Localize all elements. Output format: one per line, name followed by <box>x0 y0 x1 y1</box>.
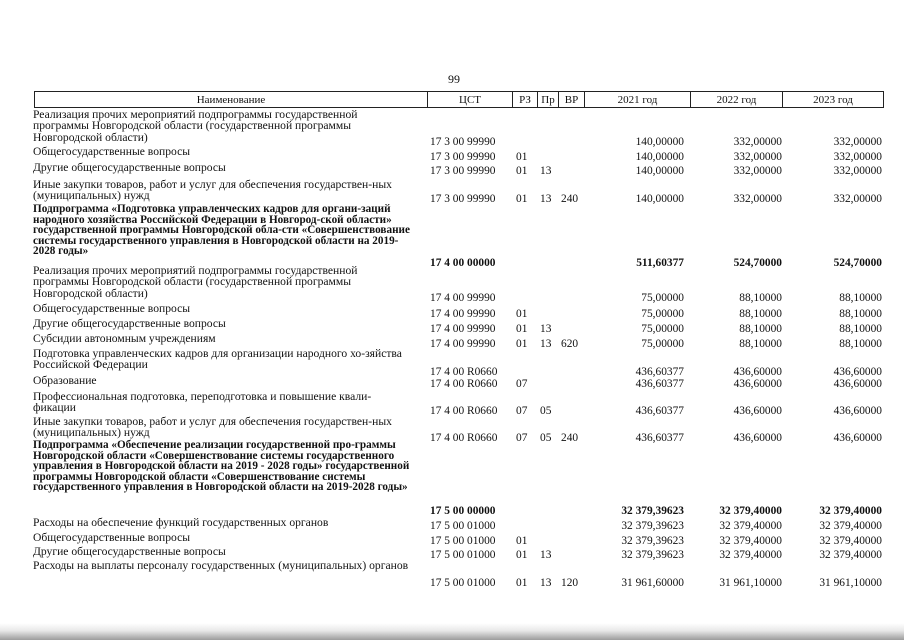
row-cst: 17 4 00 99990 <box>430 338 496 350</box>
row-rz: 07 <box>516 405 528 417</box>
row-v2022: 332,00000 <box>733 165 782 177</box>
header-2022: 2022 год <box>716 94 757 106</box>
row-rz: 01 <box>516 577 528 589</box>
row-pr: 13 <box>540 338 552 350</box>
row-v2023: 332,00000 <box>833 165 882 177</box>
row-v2022: 524,70000 <box>733 257 782 269</box>
row-name: Другие общегосударственные вопросы <box>33 317 226 330</box>
row-cst: 17 4 00 99990 <box>430 323 496 335</box>
row-v2021: 32 379,39623 <box>621 505 684 517</box>
row-v2021: 75,00000 <box>641 292 684 304</box>
row-v2022: 88,10000 <box>739 338 782 350</box>
row-pr: 05 <box>540 432 552 444</box>
row-cst: 17 3 00 99990 <box>430 193 496 205</box>
row-v2021: 75,00000 <box>641 323 684 335</box>
row-cst: 17 4 00 R0660 <box>430 405 498 417</box>
row-name: Подготовка управленческих кадров для организации народного хо-зяйства Российской Федерации <box>33 347 402 372</box>
row-v2022: 32 379,40000 <box>719 549 782 561</box>
row-cst: 17 4 00 R0660 <box>430 378 498 390</box>
row-v2023: 436,60000 <box>833 378 882 390</box>
row-v2021: 140,00000 <box>635 165 684 177</box>
page-number: 99 <box>448 72 460 86</box>
row-v2023: 32 379,40000 <box>819 549 882 561</box>
row-v2023: 332,00000 <box>833 151 882 163</box>
row-v2023: 32 379,40000 <box>819 505 882 517</box>
row-v2023: 88,10000 <box>839 338 882 350</box>
row-name: Другие общегосударственные вопросы <box>33 545 226 558</box>
row-cst: 17 5 00 01000 <box>430 520 496 532</box>
row-pr: 13 <box>540 193 552 205</box>
row-rz: 01 <box>516 308 528 320</box>
row-v2023: 436,60000 <box>833 432 882 444</box>
row-cst: 17 5 00 01000 <box>430 577 496 589</box>
row-pr: 13 <box>540 323 552 335</box>
row-cst: 17 4 00 R0660 <box>430 432 498 444</box>
table-header <box>34 91 884 108</box>
row-v2023: 32 379,40000 <box>819 535 882 547</box>
row-v2022: 88,10000 <box>739 308 782 320</box>
row-v2023: 88,10000 <box>839 308 882 320</box>
row-name: Профессиональная подготовка, переподготовка и повышение квали-фикации <box>33 390 372 415</box>
header-cst: ЦСТ <box>459 94 481 106</box>
row-v2022: 32 379,40000 <box>719 535 782 547</box>
row-cst: 17 5 00 01000 <box>430 535 496 547</box>
row-v2022: 32 379,40000 <box>719 505 782 517</box>
row-v2022: 436,60000 <box>733 405 782 417</box>
row-vr: 240 <box>561 432 579 444</box>
row-vr: 620 <box>561 338 579 350</box>
row-vr: 120 <box>561 577 579 589</box>
row-name: Другие общегосударственные вопросы <box>33 161 226 174</box>
row-rz: 01 <box>516 535 528 547</box>
row-v2021: 32 379,39623 <box>621 520 684 532</box>
row-name: Реализация прочих мероприятий подпрограммы государственной программы Новгородской области (государственной программы Новгородской области) <box>33 108 358 144</box>
row-v2021: 511,60377 <box>636 257 684 269</box>
row-cst: 17 4 00 99990 <box>430 292 496 304</box>
row-v2021: 32 379,39623 <box>621 535 684 547</box>
row-v2022: 88,10000 <box>739 292 782 304</box>
row-v2022: 436,60000 <box>733 378 782 390</box>
row-name: Образование <box>33 374 97 387</box>
header-2023: 2023 год <box>813 94 853 106</box>
row-v2021: 32 379,39623 <box>621 549 684 561</box>
header-name: Наименование <box>196 94 266 106</box>
row-v2022: 88,10000 <box>739 323 782 335</box>
row-rz: 07 <box>516 378 528 390</box>
row-rz: 01 <box>516 193 528 205</box>
row-pr: 05 <box>540 405 552 417</box>
row-v2021: 436,60377 <box>635 405 684 417</box>
row-name: Подпрограмма «Обеспечение реализации государственной про-граммы Новгородской области «Совершенствование системы государственного управления в Новгородской области на 2019 - 2028 годы» государственной программы Новгородской области «Совершенствование системы государственного управления в Новгородской области на 2019-2028 годы» <box>33 439 410 494</box>
row-rz: 01 <box>516 165 528 177</box>
row-pr: 13 <box>540 165 552 177</box>
row-name: Расходы на обеспечение функций государственных органов <box>33 516 329 529</box>
row-v2023: 524,70000 <box>833 257 882 269</box>
row-v2021: 75,00000 <box>641 338 684 350</box>
row-v2023: 436,60000 <box>833 405 882 417</box>
row-cst: 17 5 00 01000 <box>430 549 496 561</box>
header-rz: РЗ <box>519 94 531 106</box>
row-name: Иные закупки товаров, работ и услуг для обеспечения государствен-ных (муниципальных) нужд <box>33 415 392 440</box>
row-v2023: 436,60000 <box>833 366 882 378</box>
row-rz: 01 <box>516 323 528 335</box>
row-name: Общегосударственные вопросы <box>33 145 191 158</box>
row-v2023: 88,10000 <box>839 323 882 335</box>
row-rz: 01 <box>516 549 528 561</box>
row-pr: 13 <box>540 577 552 589</box>
row-name: Иные закупки товаров, работ и услуг для обеспечения государствен-ных (муниципальных) нужд <box>33 178 392 203</box>
header-pr: Пр <box>541 94 555 106</box>
row-v2021: 140,00000 <box>635 151 684 163</box>
row-v2023: 88,10000 <box>839 292 882 304</box>
row-cst: 17 4 00 00000 <box>430 257 496 269</box>
row-rz: 01 <box>516 338 528 350</box>
row-v2023: 32 379,40000 <box>819 520 882 532</box>
row-v2023: 31 961,10000 <box>819 577 882 589</box>
row-rz: 01 <box>516 151 528 163</box>
row-name: Общегосударственные вопросы <box>33 302 191 315</box>
row-v2023: 332,00000 <box>833 193 882 205</box>
row-cst: 17 4 00 R0660 <box>430 366 498 378</box>
row-v2022: 332,00000 <box>733 136 782 148</box>
row-rz: 07 <box>516 432 528 444</box>
header-vr: ВР <box>564 94 579 106</box>
row-name: Подпрограмма «Подготовка управленческих кадров для органи-заций народного хозяйства Российской Федерации в Новгород-ской области» государственной программы Новгородской обла-сти «Совершенствование системы государственного управления в Новгородской области на 2019-2028 годы» <box>33 203 410 258</box>
row-name: Расходы на выплаты персоналу государственных (муниципальных) органов <box>33 559 409 572</box>
row-cst: 17 3 00 99990 <box>430 151 496 163</box>
row-v2021: 436,60377 <box>635 366 684 378</box>
row-v2021: 31 961,60000 <box>621 577 684 589</box>
scan-edge-shadow <box>0 623 904 640</box>
header-2021: 2021 год <box>617 94 658 106</box>
row-v2021: 140,00000 <box>635 136 684 148</box>
row-cst: 17 4 00 99990 <box>430 308 496 320</box>
row-v2023: 332,00000 <box>833 136 882 148</box>
row-name: Общегосударственные вопросы <box>33 531 191 544</box>
row-vr: 240 <box>561 193 579 205</box>
row-v2022: 332,00000 <box>733 193 782 205</box>
row-cst: 17 5 00 00000 <box>430 505 496 517</box>
row-pr: 13 <box>540 549 552 561</box>
row-name: Субсидии автономным учреждениям <box>33 332 216 345</box>
row-v2021: 436,60377 <box>635 432 684 444</box>
row-v2022: 332,00000 <box>733 151 782 163</box>
row-cst: 17 3 00 99990 <box>430 165 496 177</box>
row-v2022: 436,60000 <box>733 432 782 444</box>
row-v2022: 31 961,10000 <box>719 577 782 589</box>
row-v2021: 75,00000 <box>641 308 684 320</box>
row-v2022: 436,60000 <box>733 366 782 378</box>
row-name: Реализация прочих мероприятий подпрограммы государственной программы Новгородской области (государственной программы Новгородской области) <box>33 264 358 300</box>
row-cst: 17 3 00 99990 <box>430 136 496 148</box>
row-v2021: 436,60377 <box>635 378 684 390</box>
row-v2022: 32 379,40000 <box>719 520 782 532</box>
row-v2021: 140,00000 <box>635 193 684 205</box>
